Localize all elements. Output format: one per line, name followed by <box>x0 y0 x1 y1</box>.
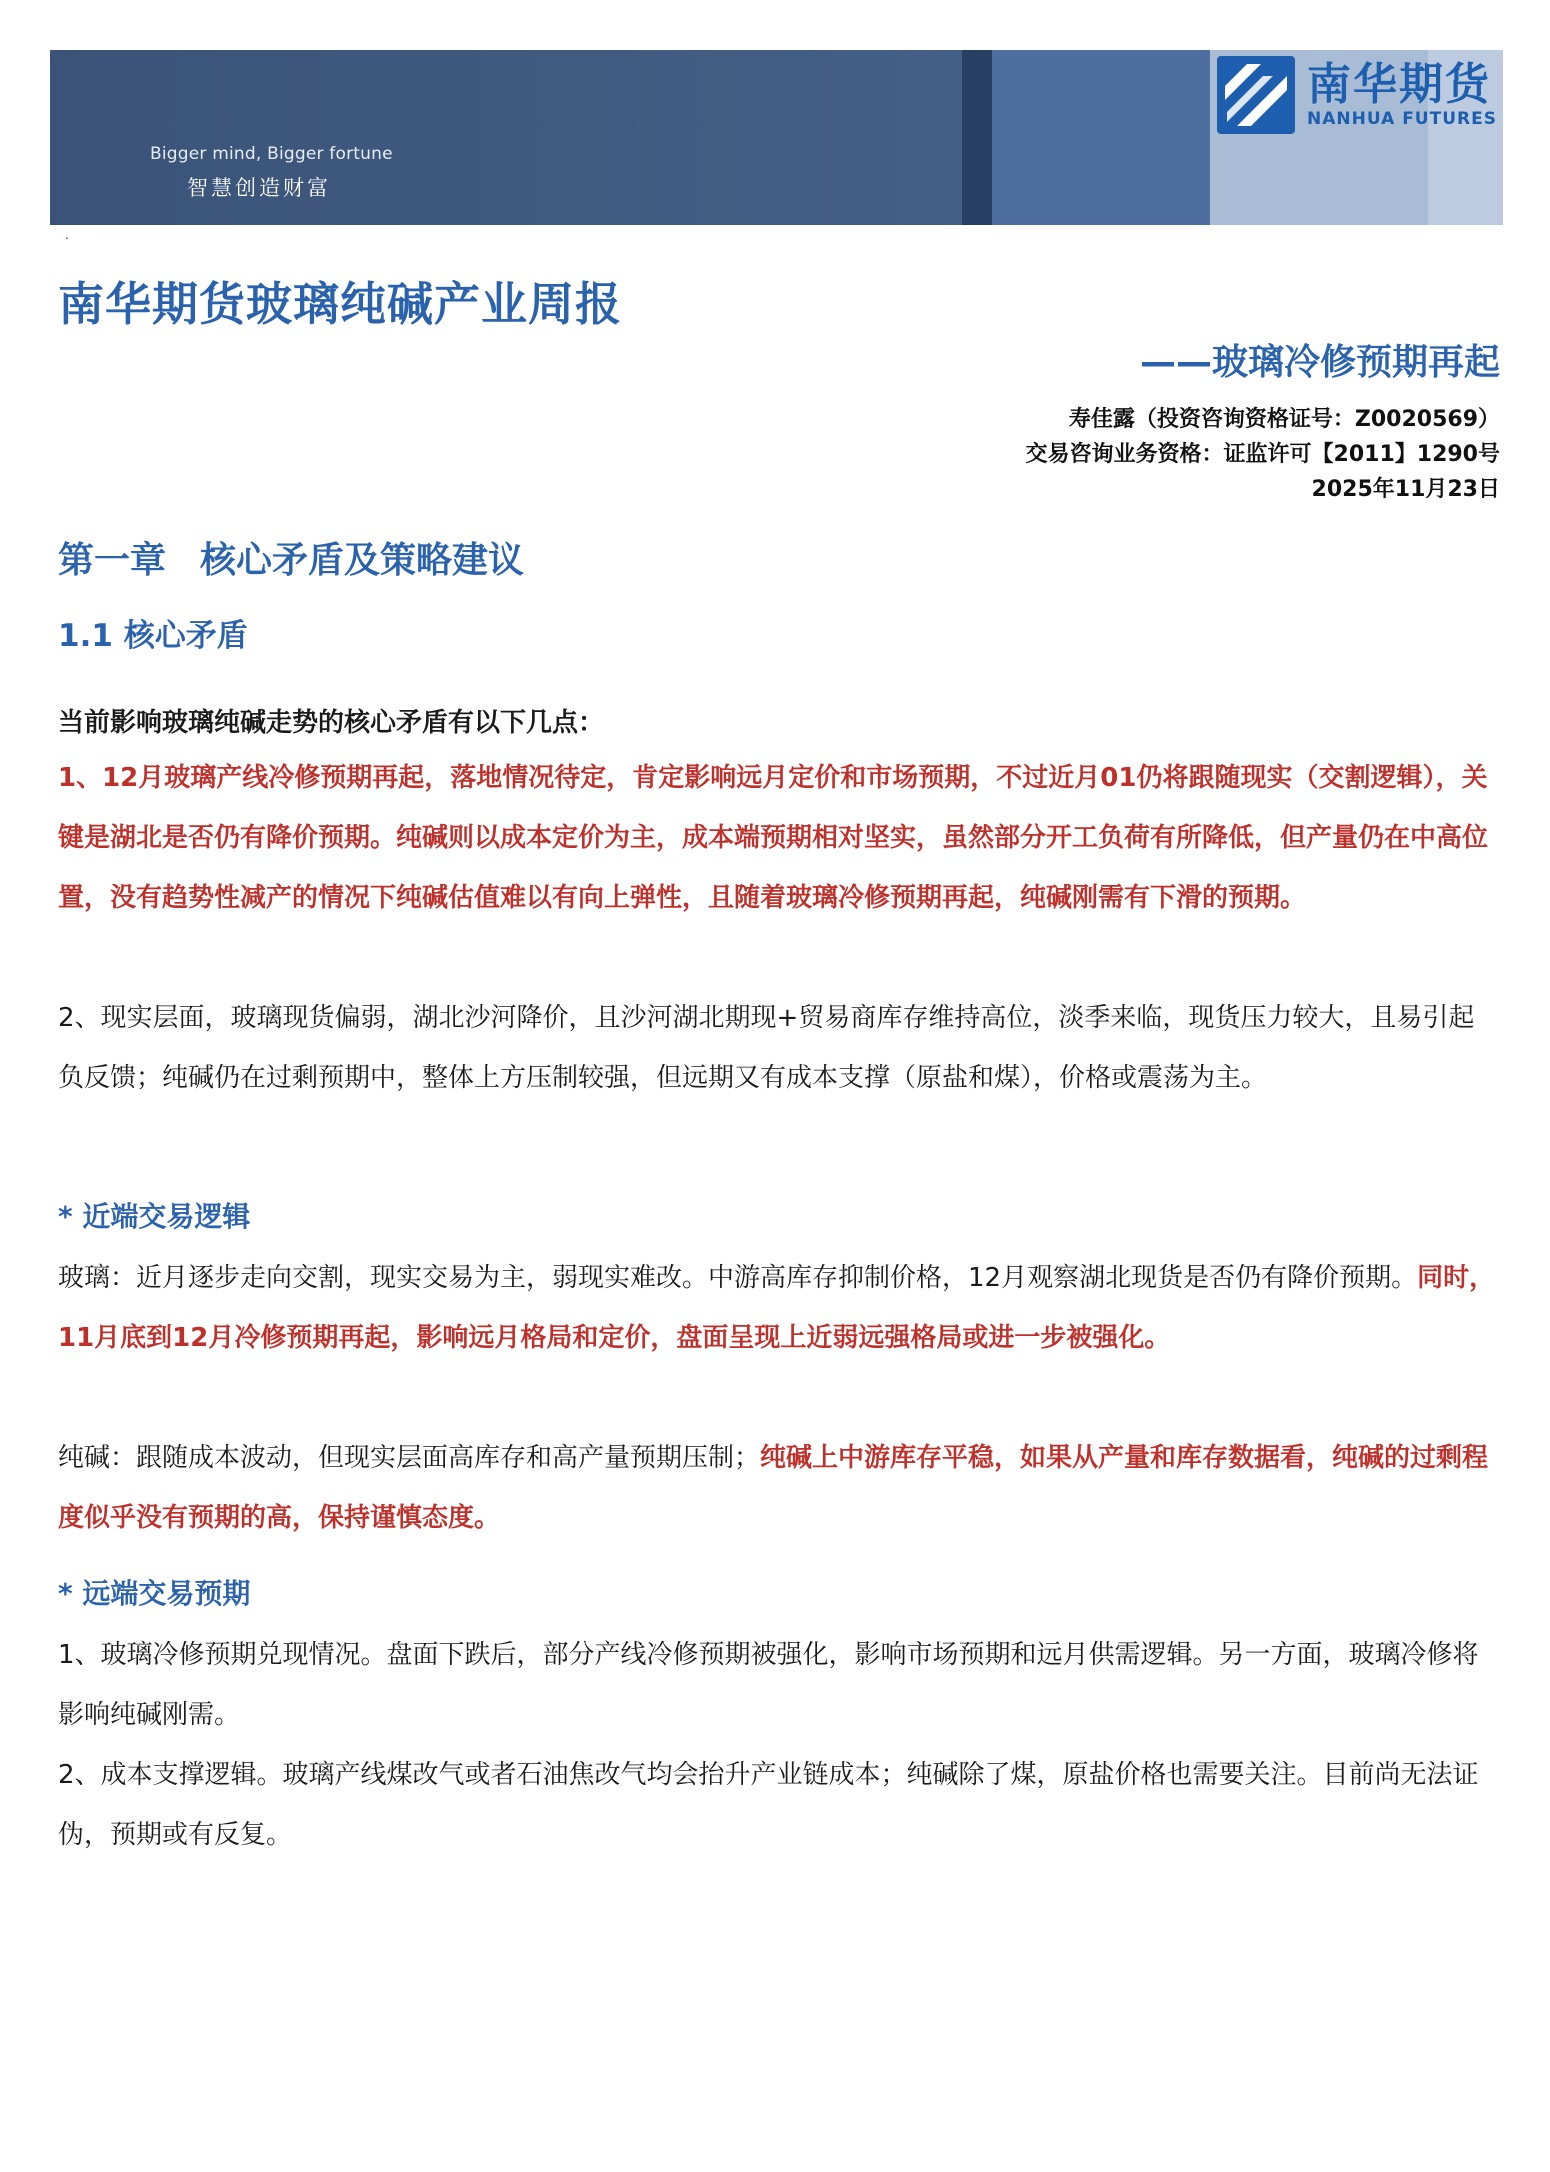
near-glass-text: 玻璃：近月逐步走向交割，现实交易为主，弱现实难改。中游高库存抑制价格，12月观察湖北现货是否仍有降价预期。 <box>58 1263 1418 1293</box>
slogan-chinese: 智慧创造财富 <box>187 176 331 200</box>
chapter-title: 核心矛盾及策略建议 <box>200 540 525 581</box>
logo-text-english: NANHUA FUTURES <box>1307 109 1497 129</box>
far-point-2-paragraph: 2、成本支撑逻辑。玻璃产线煤改气或者石油焦改气均会抬升产业链成本；纯碱除了煤，原盐价格也需要关注。目前尚无法证伪，预期或有反复。 <box>58 1760 1479 1850</box>
near-soda-text: 纯碱：跟随成本波动，但现实层面高库存和高产量预期压制； <box>58 1443 761 1473</box>
section-heading: 1.1 核心矛盾 <box>58 618 248 654</box>
banner-band-divider <box>962 50 992 225</box>
chapter-label: 第一章 <box>58 540 167 581</box>
author-line: 寿佳露（投资咨询资格证号：Z0020569） <box>1068 407 1500 432</box>
report-meta <box>1026 402 1500 507</box>
far-point-1-paragraph: 1、玻璃冷修预期兑现情况。盘面下跌后，部分产线冷修预期被强化，影响市场预期和远月供需逻辑。另一方面，玻璃冷修将影响纯碱刚需。 <box>58 1640 1479 1730</box>
near-soda-paragraph <box>58 1428 1498 1548</box>
intro-paragraph: 当前影响玻璃纯碱走势的核心矛盾有以下几点： <box>58 708 605 738</box>
far-term-heading: * 远端交易预期 <box>58 1577 251 1610</box>
page-dot: . <box>65 228 69 242</box>
slogan-english: Bigger mind, Bigger fortune <box>150 144 393 164</box>
banner-band-mid <box>992 50 1210 225</box>
near-glass-highlight: 同时，11月底到12月冷修预期再起，影响远月格局和定价，盘面呈现上近弱远强格局或进一步被强化。 <box>58 1263 1496 1353</box>
near-glass-paragraph <box>58 1248 1498 1368</box>
date-line: 2025年11月23日 <box>1311 477 1500 502</box>
point-2-paragraph: 2、现实层面，玻璃现货偏弱，湖北沙河降价，且沙河湖北期现+贸易商库存维持高位，淡季来临，现货压力较大，且易引起负反馈；纯碱仍在过剩预期中，整体上方压制较强，但远期又有成本支撑（原盐和煤），价格或震荡为主。 <box>58 1003 1475 1093</box>
near-soda-highlight: 纯碱上中游库存平稳，如果从产量和库存数据看，纯碱的过剩程度似乎没有预期的高，保持谨慎态度。 <box>58 1443 1489 1533</box>
chapter-heading <box>58 532 524 583</box>
near-term-heading: * 近端交易逻辑 <box>58 1200 251 1233</box>
report-subtitle: ——玻璃冷修预期再起 <box>1139 342 1500 383</box>
point-1-paragraph: 1、12月玻璃产线冷修预期再起，落地情况待定，肯定影响远月定价和市场预期，不过近月01仍将跟随现实（交割逻辑），关键是湖北是否仍有降价预期。纯碱则以成本定价为主，成本端预期相对坚实，虽然部分开工负荷有所降低，但产量仍在中高位置，没有趋势性减产的情况下纯碱估值难以有向上弹性，且随着玻璃冷修预期再起，纯碱刚需有下滑的预期。 <box>58 763 1489 913</box>
nanhua-logo-icon <box>1217 56 1295 134</box>
company-logo <box>1217 55 1507 135</box>
banner-band-dark <box>50 50 962 225</box>
license-line: 交易咨询业务资格：证监许可【2011】1290号 <box>1025 442 1500 467</box>
logo-text-chinese: 南华期货 <box>1307 59 1491 110</box>
report-title: 南华期货玻璃纯碱产业周报 <box>58 277 622 331</box>
